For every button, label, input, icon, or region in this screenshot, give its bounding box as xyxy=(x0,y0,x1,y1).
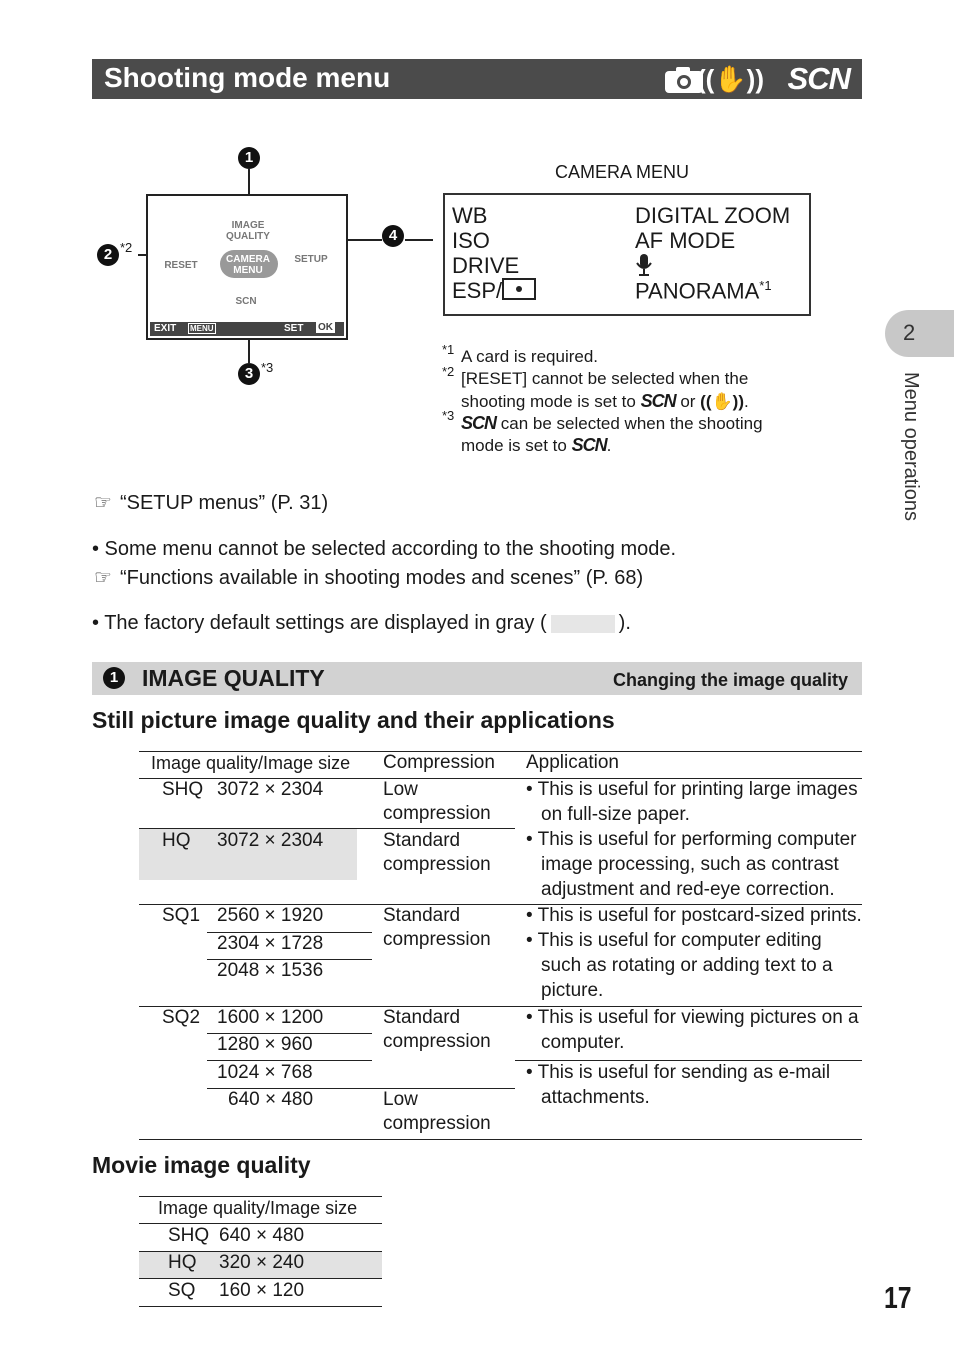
chapter-number: 2 xyxy=(903,320,916,345)
callout-2-note: *2 xyxy=(120,240,133,255)
app-6-line1: • This is useful for sending as e-mail xyxy=(526,1062,831,1083)
menu-af-mode: AF MODE xyxy=(635,228,736,253)
callout-1: 1 xyxy=(238,147,260,169)
sq2-comp-4: compression xyxy=(383,1113,491,1134)
shq-size: 3072 × 2304 xyxy=(217,779,324,800)
lcd-ok-key: OK xyxy=(318,322,333,333)
hand-shake-icon: ((✋)) xyxy=(696,64,764,94)
menu-drive: DRIVE xyxy=(452,253,520,278)
page-number: 17 xyxy=(884,1280,912,1315)
shq-comp-2: compression xyxy=(383,803,491,824)
lcd-set: SET xyxy=(284,323,304,334)
sq2-size-2: 1280 × 960 xyxy=(217,1034,313,1055)
sq1-comp-2: compression xyxy=(383,929,491,950)
footnote-3-mark: *3 xyxy=(442,408,455,423)
camera-lcd-screen xyxy=(146,194,348,340)
section-header-bar xyxy=(92,59,862,99)
sq1-size-1: 2560 × 1920 xyxy=(217,905,324,926)
lcd-camera-menu: CAMERA MENU xyxy=(226,254,270,276)
lcd-image-quality: IMAGE QUALITY xyxy=(226,220,270,242)
table-bottom-rule xyxy=(139,1139,862,1140)
chapter-label-container xyxy=(898,372,924,552)
sq2-size-3: 1024 × 768 xyxy=(217,1062,313,1083)
callout-4: 4 xyxy=(382,225,404,247)
bullet-menu-restriction: • Some menu cannot be selected according to the shooting mode. xyxy=(92,538,677,560)
scn-mode-icon: SCN xyxy=(461,413,497,433)
app-1-line2: on full-size paper. xyxy=(541,804,690,825)
menu-digital-zoom: DIGITAL ZOOM xyxy=(635,203,791,228)
menu-esp: ESP/ xyxy=(452,278,536,304)
camera-menu-box xyxy=(443,193,811,316)
app-5-line1: • This is useful for viewing pictures on a xyxy=(526,1007,859,1028)
movie-hq-size: 320 × 240 xyxy=(219,1252,305,1273)
page-title: Shooting mode menu xyxy=(104,62,391,93)
lcd-scn: SCN xyxy=(235,296,257,307)
spot-metering-icon xyxy=(502,278,536,300)
movie-sq-quality: SQ xyxy=(168,1280,196,1301)
sq1-quality: SQ1 xyxy=(162,905,201,926)
sq2-sub-rule-2 xyxy=(207,1060,372,1061)
footnote-3-line1: SCN can be selected when the shooting xyxy=(461,413,763,433)
movie-shq-quality: SHQ xyxy=(168,1225,210,1246)
movie-row-rule-2 xyxy=(139,1278,382,1279)
footnote-2-line2: shooting mode is set to SCN or ((✋)). xyxy=(461,391,749,411)
sq2-comp-3: Low xyxy=(383,1089,418,1110)
lcd-status-bar xyxy=(150,322,344,336)
footnote-1: A card is required. xyxy=(461,347,599,366)
app-2-line2: image processing, such as contrast xyxy=(541,854,839,875)
header-compression: Compression xyxy=(383,752,495,773)
hq-comp-2: compression xyxy=(383,854,491,875)
shq-quality: SHQ xyxy=(162,779,204,800)
still-heading: Still picture image quality and their applications xyxy=(92,707,615,733)
image-quality-section-bar xyxy=(92,662,862,695)
callout-3: 3 xyxy=(238,363,260,385)
app-4-line2: such as rotating or adding text to a xyxy=(541,955,833,976)
footnote-3-line2: mode is set to SCN. xyxy=(461,435,612,455)
menu-panorama: PANORAMA$^{*1}$ xyxy=(635,278,772,304)
header-application: Application xyxy=(526,752,619,773)
gray-swatch xyxy=(551,615,615,633)
sq1-size-2: 2304 × 1728 xyxy=(217,933,324,954)
menu-wb: WB xyxy=(452,203,488,228)
footnote-1-mark: *1 xyxy=(442,342,455,357)
movie-top-rule xyxy=(139,1196,382,1197)
camera-menu-title: CAMERA MENU xyxy=(555,162,690,182)
lcd-reset: RESET xyxy=(164,260,198,271)
app-2-line3: adjustment and red-eye correction. xyxy=(541,879,835,900)
app-2-line1: • This is useful for performing computer xyxy=(526,829,857,850)
pointing-hand-icon: ☞ xyxy=(94,492,112,514)
sq2-comp-2: compression xyxy=(383,1031,491,1052)
app-4-line1: • This is useful for computer editing xyxy=(526,930,822,951)
movie-bottom-rule xyxy=(139,1306,382,1307)
ref-setup-menus[interactable]: ☞ “SETUP menus” (P. 31) xyxy=(94,492,329,514)
movie-hq-quality: HQ xyxy=(168,1252,197,1273)
movie-heading: Movie image quality xyxy=(92,1152,311,1178)
hq-size: 3072 × 2304 xyxy=(217,830,324,851)
app-6-line2: attachments. xyxy=(541,1087,650,1108)
movie-header: Image quality/Image size xyxy=(158,1198,358,1218)
sq1-size-3: 2048 × 1536 xyxy=(217,960,324,981)
menu-iso: ISO xyxy=(452,228,490,253)
scn-mode-icon: SCN xyxy=(640,391,676,411)
section-number: 1 xyxy=(103,667,125,689)
chapter-tab xyxy=(885,310,954,357)
lcd-setup: SETUP xyxy=(294,254,328,265)
scn-mode-icon: SCN xyxy=(571,435,607,455)
sq2-size-1: 1600 × 1200 xyxy=(217,1007,324,1028)
scn-mode-icon: SCN xyxy=(787,61,850,96)
app-5-line2: computer. xyxy=(541,1032,625,1053)
hq-comp-1: Standard xyxy=(383,830,461,851)
pointing-hand-icon: ☞ xyxy=(94,567,112,589)
sq1-comp-1: Standard xyxy=(383,905,461,926)
lcd-exit: EXIT xyxy=(154,323,177,334)
sq2-quality: SQ2 xyxy=(162,1007,201,1028)
section-title: IMAGE QUALITY xyxy=(142,665,325,691)
lcd-menu-key: MENU xyxy=(190,324,214,333)
movie-header-rule xyxy=(139,1223,382,1224)
table-top-rule xyxy=(139,751,862,752)
shq-comp-1: Low xyxy=(383,779,418,800)
hand-shake-icon: ((✋)) xyxy=(700,392,744,411)
footnote-2-mark: *2 xyxy=(442,364,455,379)
bullet-default-gray: • The factory default settings are displayed in gray ( ). xyxy=(92,612,631,634)
section-subtitle: Changing the image quality xyxy=(612,670,848,690)
shq-row-rule xyxy=(139,828,515,829)
callout-2: 2 xyxy=(97,244,119,266)
app-3-line1: • This is useful for postcard-sized prints. xyxy=(526,905,862,926)
sq2-app-rule xyxy=(515,1060,862,1061)
chapter-label: Menu operations xyxy=(900,372,922,521)
sq2-comp-1: Standard xyxy=(383,1007,461,1028)
app-1-line1: • This is useful for printing large images xyxy=(526,779,858,800)
callout-3-note: *3 xyxy=(261,360,274,375)
header-quality-size: Image quality/Image size xyxy=(151,753,351,773)
footnote-2-line1: [RESET] cannot be selected when the xyxy=(461,369,749,388)
movie-shq-size: 640 × 480 xyxy=(219,1225,305,1246)
callout-4-line-to-menu xyxy=(405,239,433,241)
sq2-size-4: 640 × 480 xyxy=(228,1089,314,1110)
hq-quality: HQ xyxy=(162,830,191,851)
app-4-line3: picture. xyxy=(541,980,604,1001)
movie-sq-size: 160 × 120 xyxy=(219,1280,305,1301)
ref-functions[interactable]: ☞ “Functions available in shooting modes and scenes” (P. 68) xyxy=(94,567,644,589)
